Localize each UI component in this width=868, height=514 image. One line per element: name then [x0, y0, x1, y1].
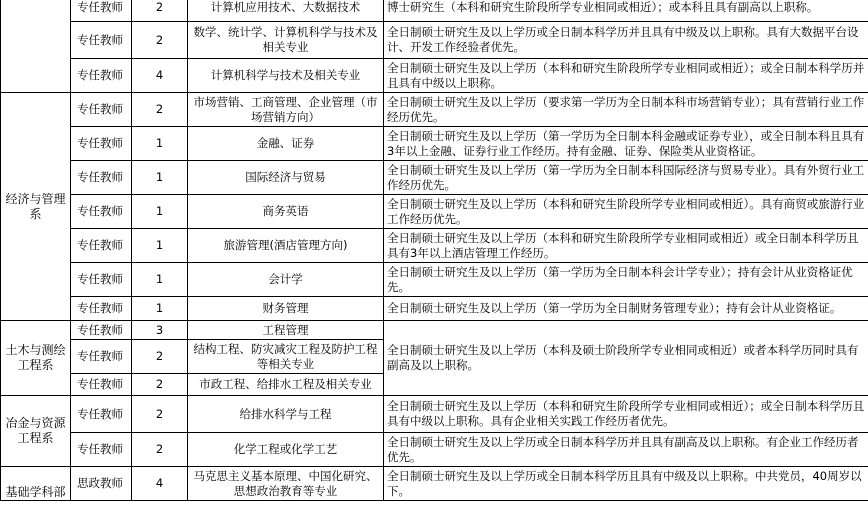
table-row: [1, 396, 868, 433]
position-cell: 专任教师: [71, 229, 132, 263]
table-row: [1, 0, 868, 22]
major-cell: 马克思主义基本原理、中国化研究、思想政治教育等专业: [188, 467, 384, 501]
count-cell: 1: [132, 263, 188, 297]
requirement-cell: 全日制硕士研究生及以上学历（第一学历为全日制本科金融或证券专业），或全日制本科且具有3年以上金融、证券行业工作经历。持有金融、证券、保险类从业资格证。: [384, 127, 868, 161]
count-cell: 1: [132, 195, 188, 229]
position-cell: 专任教师: [71, 374, 132, 396]
position-cell: 思政教师: [71, 467, 132, 501]
count-cell: 2: [132, 22, 188, 59]
table-row: [1, 195, 868, 229]
position-cell: 专任教师: [71, 59, 132, 93]
position-cell: 专任教师: [71, 321, 132, 340]
position-cell: 专任教师: [71, 433, 132, 467]
count-cell: 4: [132, 59, 188, 93]
requirement-cell: 全日制硕士研究生及以上学历或全日制本科学历并且具有副高及以上职称。有企业工作经历者优先。: [384, 433, 868, 467]
requirement-cell: 全日制硕士研究生及以上学历（第一学历为全日制财务管理专业）；持有会计从业资格证。: [384, 297, 868, 321]
count-cell: 2: [132, 340, 188, 374]
major-cell: 市政工程、给排水工程及相关专业: [188, 374, 384, 396]
major-cell: 给排水科学与工程: [188, 396, 384, 433]
major-cell: 金融、证券: [188, 127, 384, 161]
count-cell: 1: [132, 297, 188, 321]
count-cell: 2: [132, 93, 188, 127]
count-cell: 4: [132, 467, 188, 501]
count-cell: 2: [132, 374, 188, 396]
requirement-cell: 博士研究生（本科和研究生阶段所学专业相同或相近）；或本科且具有副高以上职称。: [384, 0, 868, 22]
count-cell: 2: [132, 433, 188, 467]
major-cell: 市场营销、工商管理、企业管理（市场营销方向）: [188, 93, 384, 127]
table-row: [1, 263, 868, 297]
table-row: [1, 127, 868, 161]
count-cell: 2: [132, 0, 188, 22]
position-cell: 专任教师: [71, 93, 132, 127]
dept-cell-civil: 土木与测绘工程系: [1, 321, 71, 396]
requirement-cell: 全日制硕士研究生及以上学历（第一学历为全日制本科会计学专业）；持有会计从业资格证优先。: [384, 263, 868, 297]
requirement-cell: 全日制硕士研究生及以上学历或全日制本科学历且具有中级及以上职称。中共党员，40周岁以下。: [384, 467, 868, 501]
dept-cell-metallurgy: 冶金与资源工程系: [1, 396, 71, 467]
table-row: [1, 297, 868, 321]
requirement-cell: 全日制硕士研究生及以上学历（本科及硕士阶段所学专业相同或相近）或者本科学历同时具有副高及以上职称。: [384, 321, 868, 396]
table-row: [1, 321, 868, 340]
count-cell: 1: [132, 229, 188, 263]
table-row: [1, 22, 868, 59]
count-cell: 1: [132, 127, 188, 161]
position-cell: 专任教师: [71, 195, 132, 229]
major-cell: 旅游管理(酒店管理方向): [188, 229, 384, 263]
position-cell: 专任教师: [71, 0, 132, 22]
dept-cell-economics: 经济与管理系: [1, 93, 71, 321]
table-row: [1, 161, 868, 195]
requirement-cell: 全日制硕士研究生及以上学历（要求第一学历为全日制本科市场营销专业）；具有营销行业工作经历优先。: [384, 93, 868, 127]
position-cell: 专任教师: [71, 161, 132, 195]
position-cell: 专任教师: [71, 127, 132, 161]
requirement-cell: 全日制硕士研究生及以上学历（本科和研究生阶段所学专业相同或相近）。具有商贸或旅游行业工作经历优先。: [384, 195, 868, 229]
major-cell: 数学、统计学、计算机科学与技术及相关专业: [188, 22, 384, 59]
table-row: [1, 93, 868, 127]
table-row: [1, 229, 868, 263]
requirement-cell: 全日制硕士研究生及以上学历（第一学历为全日制本科国际经济与贸易专业）。具有外贸行业工作经历优先。: [384, 161, 868, 195]
major-cell: 会计学: [188, 263, 384, 297]
table-row: [1, 59, 868, 93]
position-cell: 专任教师: [71, 263, 132, 297]
position-cell: 专任教师: [71, 396, 132, 433]
major-cell: 财务管理: [188, 297, 384, 321]
requirement-cell: 全日制硕士研究生及以上学历（本科和研究生阶段所学专业相同或相近）或全日制本科学历且具有3年以上酒店管理工作经历。: [384, 229, 868, 263]
major-cell: 商务英语: [188, 195, 384, 229]
major-cell: 化学工程或化学工艺: [188, 433, 384, 467]
requirement-cell: 全日制硕士研究生及以上学历（本科和研究生阶段所学专业相同或相近）；或全日制本科学历并且具有中级以上职称。: [384, 59, 868, 93]
count-cell: 2: [132, 396, 188, 433]
position-cell: 专任教师: [71, 297, 132, 321]
table-row: [1, 433, 868, 467]
requirement-cell: 全日制硕士研究生及以上学历或全日制本科学历并且具有中级及以上职称。具有大数据平台设计、开发工作经验者优先。: [384, 22, 868, 59]
count-cell: 3: [132, 321, 188, 340]
major-cell: 结构工程、防灾减灾工程及防护工程等相关专业: [188, 340, 384, 374]
table-row: [1, 467, 868, 501]
requirement-cell: 全日制硕士研究生及以上学历（本科和研究生阶段所学专业相同或相近）；或全日制本科学历且具有中级以上职称。具有企业相关实践工作经历者优先。: [384, 396, 868, 433]
count-cell: 1: [132, 161, 188, 195]
dept-cell-computer: [1, 0, 71, 93]
major-cell: 国际经济与贸易: [188, 161, 384, 195]
dept-cell-basic: 基础学科部: [1, 467, 71, 501]
position-cell: 专任教师: [71, 22, 132, 59]
major-cell: 计算机应用技术、大数据技术: [188, 0, 384, 22]
major-cell: 计算机科学与技术及相关专业: [188, 59, 384, 93]
major-cell: 工程管理: [188, 321, 384, 340]
position-cell: 专任教师: [71, 340, 132, 374]
